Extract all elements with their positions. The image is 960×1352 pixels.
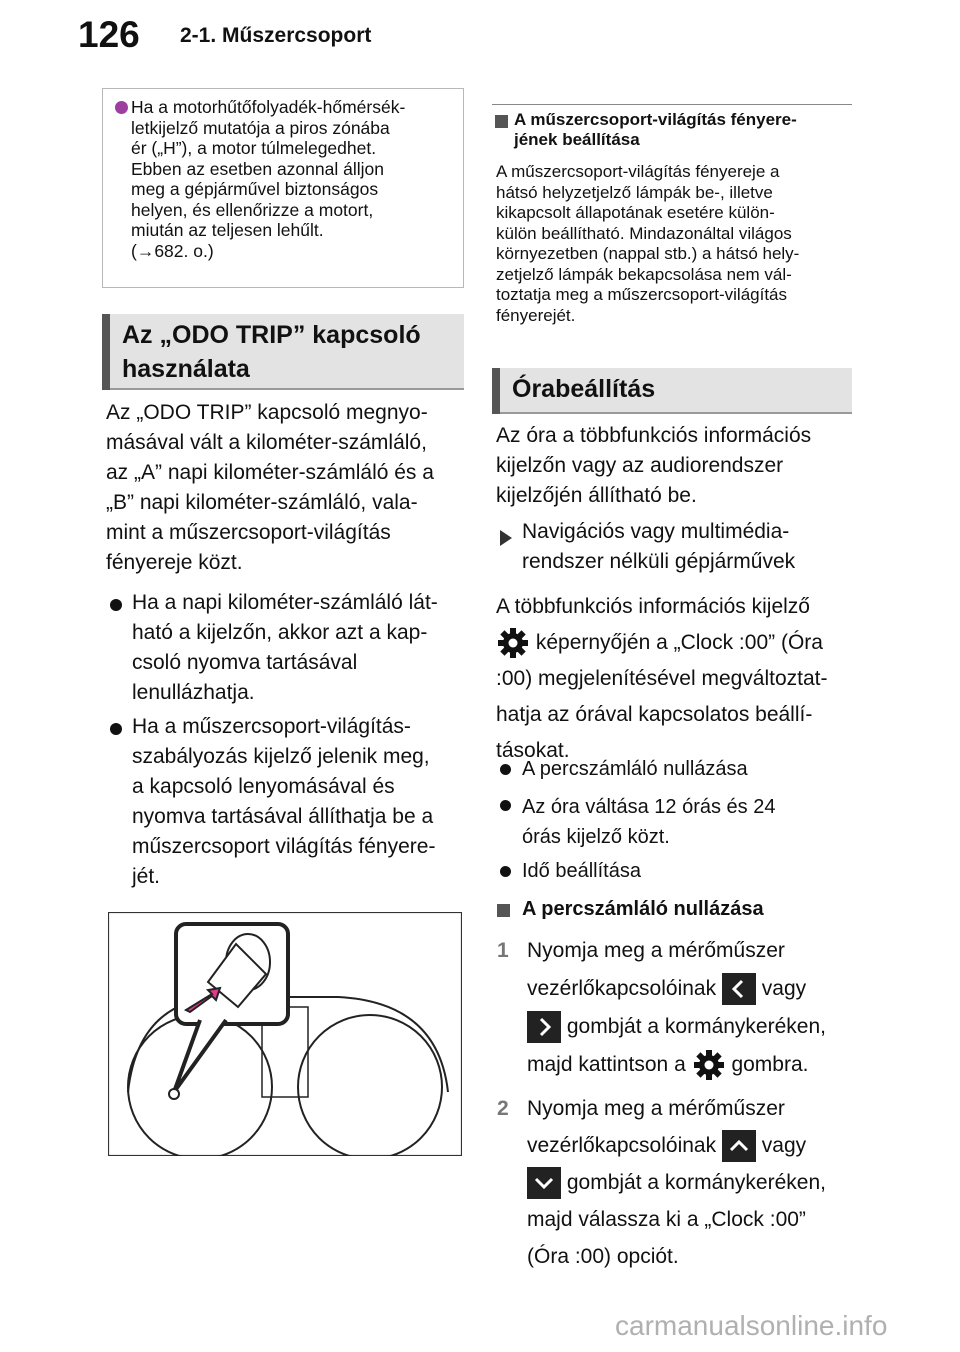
down-arrow-button-icon (527, 1167, 561, 1199)
note-bullet-icon (115, 101, 128, 114)
bullet-icon (110, 599, 122, 611)
triangle-bullet-icon (500, 530, 512, 546)
clock-paragraph: A többfunkciós információs kijelző képernyőjén a „Clock :00” (Óra :00) megjelenítésével megváltoztat- hatja az órával kapcsolatos beállí- tásokat. (496, 595, 828, 762)
clock-heading: Órabeállítás (492, 368, 852, 414)
heading-square-icon (495, 115, 508, 128)
bullet-icon (110, 723, 122, 735)
step-1: 1 Nyomja meg a mérőműszer vezérlőkapcsolóinak vagy gombját a kormánykeréken, majd kattintson a gombra. (497, 932, 857, 1084)
note-box (102, 88, 464, 288)
bright-text: A műszercsoport-világítás fényereje a hátsó helyzetjelző lámpák be-, illetve kikapcsolt állapotának esetére külön- külön beállítható. Mindazonáltal világos környezetben (nappal stb.) a hátsó hely- zetjelző lámpák bekapcsolása nem vál- toztatja meg a műszercsoport-világítás fényerejét. (496, 162, 800, 325)
up-arrow-button-icon (722, 1130, 756, 1162)
settings-gear-icon (692, 1048, 726, 1082)
right-arrow-button-icon (527, 1011, 561, 1043)
bullet-icon (500, 764, 511, 775)
watermark: carmanualsonline.info (615, 1310, 888, 1341)
clock-item-3: Idő beállítása (500, 858, 850, 884)
bullet-icon (500, 866, 511, 877)
note-text: Ha a motorhűtőfolyadék-hőmérsék- letkijelző mutatója a piros zónába ér („H”), a motor túlmelegedhet. Ebben az esetben azonnal álljon meg a gépjárművel biztonságos helyen, és ellenőrizze a motort, miután az teljesen lehűlt. (→682. o.) (131, 97, 406, 261)
odo-heading: Az „ODO TRIP” kapcsoló használata (102, 314, 464, 390)
divider (492, 104, 852, 105)
clock-subheading: Navigációs vagy multimédia- rendszer nélküli gépjárművek (522, 520, 796, 573)
odo-intro: Az „ODO TRIP” kapcsoló megnyo- másával vált a kilométer-számláló, az „A” napi kilométer-számláló és a „B” napi kilométer-számláló, vala- mint a műszercsoport-világítás fényereje közt. (106, 401, 434, 574)
odo-switch-illustration (108, 912, 462, 1156)
clock-intro: Az óra a többfunkciós információs kijelzőn vagy az audiorendszer kijelzőjén állítható be. (496, 424, 812, 507)
page-number: 126 (78, 14, 140, 55)
left-arrow-button-icon (722, 973, 756, 1005)
bullet-icon (500, 800, 511, 811)
clock-item-1: A percszámláló nullázása (500, 756, 850, 782)
step-2: 2 Nyomja meg a mérőműszer vezérlőkapcsolóinak vagy gombját a kormánykeréken, majd válassza ki a „Clock :00” (Óra :00) opciót. (497, 1097, 826, 1268)
section-title: 2-1. Műszercsoport (180, 24, 372, 47)
clock-item-2: Az óra váltása 12 órás és 24 órás kijelző közt. (500, 792, 850, 852)
settings-gear-icon (496, 626, 530, 660)
odo-bullet-1: Ha a napi kilométer-számláló lát- ható a kijelzőn, akkor azt a kap- csoló nyomva tartásával lenullázhatja. (110, 588, 466, 708)
reset-heading: A percszámláló nullázása (522, 898, 764, 920)
bright-heading: A műszercsoport-világítás fényere- jének beállítása (514, 110, 797, 149)
heading-square-icon (497, 904, 510, 917)
odo-bullet-2: Ha a műszercsoport-világítás- szabályozás kijelző jelenik meg, a kapcsoló lenyomásával és nyomva tartásával állíthatja be a műszercsoport világítás fényere- jét. (110, 712, 466, 892)
